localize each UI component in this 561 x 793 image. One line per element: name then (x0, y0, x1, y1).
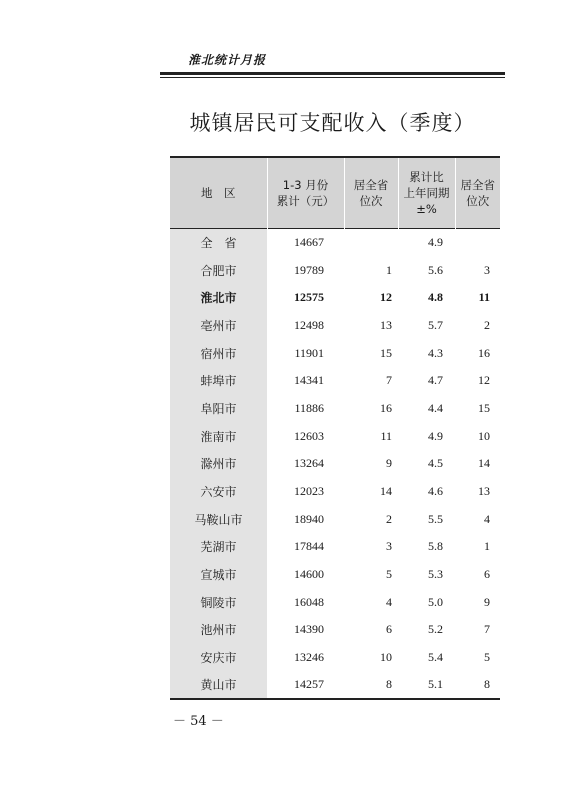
table-row (170, 339, 500, 367)
cell-amount: 14600 (294, 567, 324, 582)
cell-rank-growth: 1 (484, 539, 490, 554)
header-rank2-line1: 居全省 (460, 178, 495, 192)
cell-growth: 4.4 (428, 400, 443, 415)
cell-rank-growth: 7 (484, 622, 490, 637)
cell-growth: 5.5 (428, 511, 443, 526)
header-rank1-line1: 居全省 (353, 178, 389, 192)
cell-region: 芜湖市 (170, 533, 267, 561)
cell-rank-amount: 8 (386, 677, 392, 692)
cell-growth: 5.0 (428, 594, 443, 609)
cell-region: 安庆市 (170, 644, 267, 672)
cell-region: 淮南市 (170, 422, 267, 450)
cell-growth: 4.6 (428, 484, 443, 499)
header-rank2-line2: 位次 (466, 194, 490, 208)
table-row (170, 450, 500, 478)
cell-region: 马鞍山市 (170, 505, 267, 533)
cell-region: 亳州市 (170, 312, 267, 340)
cell-amount: 13264 (294, 456, 324, 471)
cell-amount: 12575 (294, 290, 324, 305)
cell-rank-amount: 13 (380, 317, 392, 332)
header-amount-line2: 累计（元） (276, 194, 335, 208)
cell-rank-amount: 15 (380, 345, 392, 360)
cell-amount: 14257 (294, 677, 324, 692)
header-growth (398, 157, 455, 229)
table-row (170, 422, 500, 450)
page-title: 城镇居民可支配收入（季度） (189, 111, 476, 135)
cell-amount: 12023 (294, 484, 324, 499)
cell-region: 黄山市 (170, 672, 267, 700)
table-row (170, 229, 500, 257)
cell-region: 合肥市 (170, 256, 267, 284)
cell-amount: 11901 (294, 345, 324, 360)
cell-rank-growth: 6 (484, 567, 490, 582)
publication-header: 淮北统计月报 (188, 53, 267, 67)
cell-rank-amount: 14 (380, 484, 392, 499)
cell-rank-growth: 3 (484, 262, 490, 277)
cell-rank-amount: 10 (380, 650, 392, 665)
cell-rank-amount: 12 (380, 290, 392, 305)
table-row (170, 672, 500, 700)
table-row (170, 588, 500, 616)
cell-amount: 11886 (294, 400, 324, 415)
cell-rank-amount: 2 (386, 511, 392, 526)
cell-growth: 5.4 (428, 650, 443, 665)
cell-rank-growth: 12 (478, 373, 490, 388)
header-amount (267, 157, 344, 229)
table-row (170, 505, 500, 533)
cell-region: 铜陵市 (170, 588, 267, 616)
table-header (170, 157, 500, 229)
cell-rank-amount (344, 229, 398, 257)
header-rank1-line2: 位次 (359, 194, 383, 208)
cell-amount: 12603 (294, 428, 324, 443)
cell-rank-growth: 5 (484, 650, 490, 665)
cell-rank-amount: 5 (386, 567, 392, 582)
header-growth-line2: 上年同期 (403, 186, 450, 200)
header-rank-growth (455, 157, 500, 229)
header-rank-amount (344, 157, 398, 229)
cell-growth: 5.2 (428, 622, 443, 637)
cell-amount: 12498 (294, 317, 324, 332)
table-row (170, 395, 500, 423)
cell-rank-amount: 3 (386, 539, 392, 554)
cell-rank-growth: 16 (478, 345, 490, 360)
table-row-highlighted (170, 284, 500, 312)
cell-amount: 14667 (294, 235, 324, 250)
header-rule-thin (160, 77, 505, 78)
table-row (170, 256, 500, 284)
cell-amount: 17844 (294, 539, 324, 554)
table-row (170, 533, 500, 561)
cell-growth: 4.8 (428, 290, 443, 305)
cell-amount: 14390 (294, 622, 324, 637)
cell-rank-amount: 9 (386, 456, 392, 471)
cell-region: 淮北市 (170, 284, 267, 312)
cell-region: 阜阳市 (170, 395, 267, 423)
cell-rank-amount: 16 (380, 400, 392, 415)
cell-rank-growth: 10 (478, 428, 490, 443)
cell-region: 宣城市 (170, 561, 267, 589)
table-row (170, 367, 500, 395)
cell-region: 池州市 (170, 616, 267, 644)
cell-growth: 4.5 (428, 456, 443, 471)
cell-growth: 5.8 (428, 539, 443, 554)
header-amount-line1: 1-3 月份 (282, 178, 329, 192)
table-row (170, 616, 500, 644)
cell-rank-amount: 7 (386, 373, 392, 388)
table-row (170, 644, 500, 672)
cell-rank-growth: 11 (478, 290, 490, 305)
cell-growth: 4.9 (428, 235, 443, 250)
cell-growth: 5.1 (428, 677, 443, 692)
cell-rank-growth: 9 (484, 594, 490, 609)
table-row (170, 561, 500, 589)
cell-region: 六安市 (170, 478, 267, 506)
cell-rank-amount: 11 (380, 428, 392, 443)
table-body (170, 229, 500, 700)
cell-amount: 13246 (294, 650, 324, 665)
cell-growth: 5.6 (428, 262, 443, 277)
cell-growth: 5.7 (428, 317, 443, 332)
cell-amount: 16048 (294, 594, 324, 609)
table-row (170, 312, 500, 340)
page-number: － 54 － (173, 714, 224, 729)
cell-region: 全 省 (170, 229, 267, 257)
cell-region: 滁州市 (170, 450, 267, 478)
cell-rank-growth: 4 (484, 511, 490, 526)
cell-region: 蚌埠市 (170, 367, 267, 395)
cell-amount: 19789 (294, 262, 324, 277)
cell-amount: 14341 (294, 373, 324, 388)
cell-rank-amount: 4 (386, 594, 392, 609)
cell-rank-amount: 6 (386, 622, 392, 637)
cell-region: 宿州市 (170, 339, 267, 367)
cell-rank-growth: 14 (478, 456, 490, 471)
cell-rank-growth: 8 (484, 677, 490, 692)
cell-rank-growth: 13 (478, 484, 490, 499)
cell-growth: 4.9 (428, 428, 443, 443)
cell-growth: 5.3 (428, 567, 443, 582)
header-growth-line3: ±% (416, 202, 437, 216)
header-region: 地 区 (170, 157, 267, 229)
cell-rank-amount: 1 (386, 262, 392, 277)
cell-growth: 4.3 (428, 345, 443, 360)
header-rule-thick (160, 72, 505, 75)
header-growth-line1: 累计比 (409, 170, 444, 184)
cell-growth: 4.7 (428, 373, 443, 388)
cell-amount: 18940 (294, 511, 324, 526)
cell-rank-growth: 2 (484, 317, 490, 332)
cell-rank-growth: 15 (478, 400, 490, 415)
income-table (170, 156, 500, 700)
cell-rank-growth (455, 229, 500, 257)
table-row (170, 478, 500, 506)
